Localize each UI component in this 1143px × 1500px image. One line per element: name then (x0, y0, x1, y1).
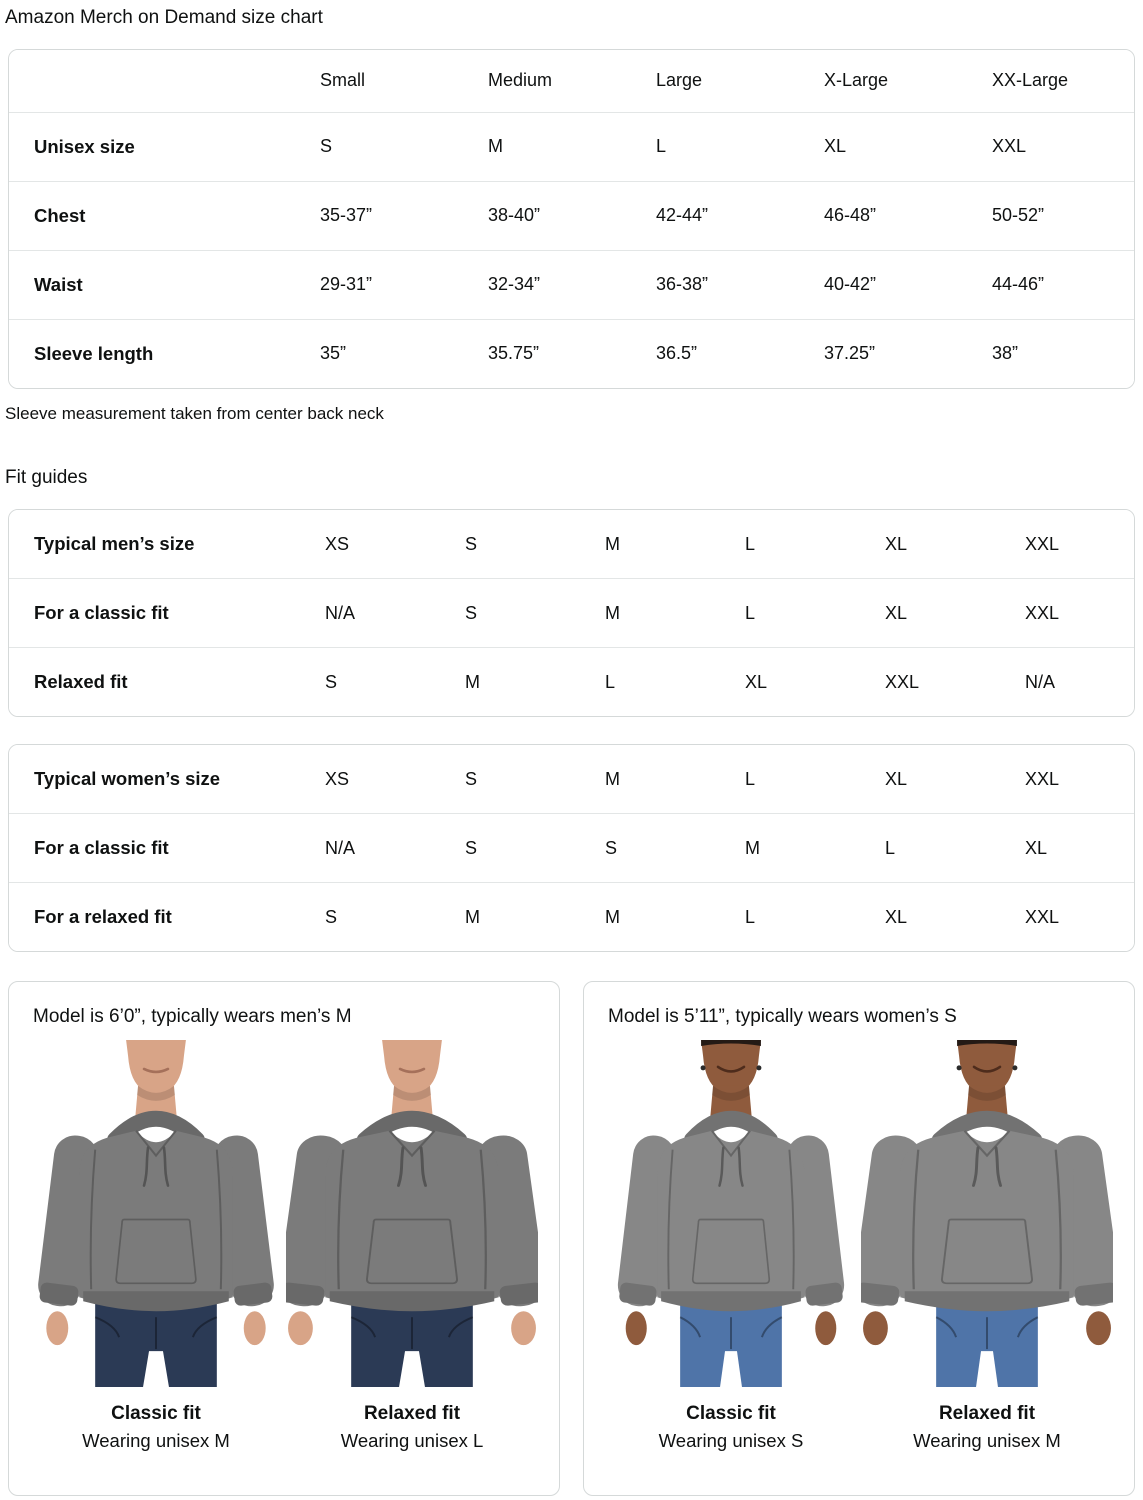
size-cell: L (745, 906, 756, 927)
size-cell: S (605, 837, 618, 858)
size-cell: XL (885, 602, 908, 623)
size-cell: M (465, 671, 480, 692)
model-cards (8, 981, 1135, 1496)
row-label: Chest (34, 204, 86, 226)
size-cell: S (465, 837, 478, 858)
table-row-unisex-size (9, 112, 1134, 181)
wearing-label: Wearing unisex M (82, 1429, 230, 1451)
size-cell: XS (325, 533, 350, 554)
row-label: Unisex size (34, 135, 135, 157)
size-cell: 36-38” (656, 274, 709, 295)
size-cell: XXL (1025, 602, 1060, 623)
row-label: Relaxed fit (34, 671, 128, 693)
fit-label: Classic fit (111, 1403, 201, 1425)
womens-model-heading: Model is 5’11”, typically wears women’s S (608, 1006, 957, 1028)
size-cell: XL (885, 768, 908, 789)
row-label: Waist (34, 273, 83, 295)
table-row-chest (9, 181, 1134, 250)
row-label: For a classic fit (34, 602, 169, 624)
womens-photos (584, 1030, 1134, 1454)
wearing-label: Wearing unisex L (340, 1429, 484, 1451)
hoodie (286, 1119, 538, 1345)
wearing-label: Wearing unisex S (658, 1429, 804, 1451)
size-cell: M (605, 602, 620, 623)
wearing-label: Wearing unisex M (913, 1429, 1061, 1451)
size-cell: XS (325, 768, 350, 789)
row-label: Typical women’s size (34, 768, 221, 790)
column-header-x-large: X-Large (824, 70, 889, 91)
size-cell: XXL (1025, 533, 1060, 554)
size-cell: M (745, 837, 760, 858)
table-row-mens-relaxed-fit (9, 647, 1134, 716)
row-label: For a relaxed fit (34, 906, 172, 928)
sleeve-note: Sleeve measurement taken from center back neck (5, 403, 384, 423)
size-cell: 32-34” (488, 274, 541, 295)
size-cell: 36.5” (656, 343, 698, 364)
page-title: Amazon Merch on Demand size chart (5, 7, 323, 28)
size-cell: XL (885, 533, 908, 554)
fit-guides-heading: Fit guides (5, 466, 88, 488)
size-cell: N/A (1025, 671, 1056, 692)
size-cell: N/A (325, 837, 356, 858)
female-model-relaxed-illustration (861, 1040, 1113, 1387)
size-cell: S (325, 906, 338, 927)
size-cell: M (605, 768, 620, 789)
size-cell: XL (745, 671, 768, 692)
jeans (936, 1303, 1038, 1387)
size-chart-header-row (9, 50, 1134, 112)
mens-classic-fit-photo (30, 1040, 282, 1454)
size-cell: 38” (992, 343, 1019, 364)
size-cell: XXL (1025, 768, 1060, 789)
size-cell: 35.75” (488, 343, 540, 364)
womens-relaxed-fit-photo (861, 1040, 1113, 1454)
jeans (680, 1303, 782, 1387)
row-label: Typical men’s size (34, 533, 195, 555)
mens-model-heading: Model is 6’0”, typically wears men’s M (33, 1006, 352, 1028)
size-cell: S (320, 136, 333, 157)
table-row-womens-relaxed-fit (9, 882, 1134, 951)
size-cell: L (745, 533, 756, 554)
size-cell: L (885, 837, 896, 858)
size-cell: 46-48” (824, 205, 877, 226)
column-header-small: Small (320, 70, 366, 91)
male-model-classic-illustration (30, 1040, 282, 1387)
size-cell: S (465, 533, 478, 554)
mens-photos (9, 1030, 559, 1454)
size-cell: S (465, 602, 478, 623)
jeans (95, 1303, 217, 1387)
size-cell: S (465, 768, 478, 789)
size-cell: 38-40” (488, 205, 541, 226)
table-row-waist (9, 250, 1134, 319)
size-cell: N/A (325, 602, 356, 623)
size-cell: M (605, 906, 620, 927)
size-chart-table (8, 49, 1135, 389)
table-row-typical-womens-size (9, 745, 1134, 813)
size-cell: XL (824, 136, 847, 157)
size-cell: 40-42” (824, 274, 877, 295)
mens-relaxed-fit-photo (286, 1040, 538, 1454)
size-cell: S (325, 671, 338, 692)
size-cell: XXL (885, 671, 920, 692)
male-model-relaxed-illustration (286, 1040, 538, 1387)
jeans (351, 1303, 473, 1387)
row-label: Sleeve length (34, 342, 154, 364)
size-cell: L (605, 671, 616, 692)
womens-model-card (583, 981, 1135, 1496)
table-row-mens-classic-fit (9, 578, 1134, 647)
hoodie (36, 1119, 276, 1345)
size-cell: XXL (992, 136, 1027, 157)
fit-label: Classic fit (686, 1403, 776, 1425)
size-cell: XL (885, 906, 908, 927)
size-cell: 29-31” (320, 274, 373, 295)
size-cell: M (488, 136, 503, 157)
size-cell: L (656, 136, 667, 157)
size-cell: 50-52” (992, 205, 1045, 226)
size-cell: L (745, 768, 756, 789)
size-cell: 35-37” (320, 205, 373, 226)
womens-classic-fit-photo (605, 1040, 857, 1454)
size-cell: XL (1025, 837, 1048, 858)
column-header-medium: Medium (488, 70, 553, 91)
size-cell: 35” (320, 343, 347, 364)
size-cell: M (605, 533, 620, 554)
fit-label: Relaxed fit (938, 1403, 1036, 1425)
table-row-sleeve-length (9, 319, 1134, 388)
female-model-classic-illustration (605, 1040, 857, 1387)
table-row-typical-mens-size (9, 510, 1134, 578)
row-label: For a classic fit (34, 837, 169, 859)
size-cell: 37.25” (824, 343, 876, 364)
column-header-xx-large: XX-Large (992, 70, 1069, 91)
size-cell: M (465, 906, 480, 927)
mens-fit-table (8, 509, 1135, 717)
table-row-womens-classic-fit (9, 813, 1134, 882)
column-header-large: Large (656, 70, 703, 91)
womens-fit-table (8, 744, 1135, 952)
size-cell: XXL (1025, 906, 1060, 927)
hoodie (616, 1119, 847, 1345)
fit-label: Relaxed fit (363, 1403, 461, 1425)
mens-model-card (8, 981, 560, 1496)
hoodie (861, 1119, 1113, 1345)
size-cell: 42-44” (656, 205, 709, 226)
size-cell: 44-46” (992, 274, 1045, 295)
size-cell: L (745, 602, 756, 623)
